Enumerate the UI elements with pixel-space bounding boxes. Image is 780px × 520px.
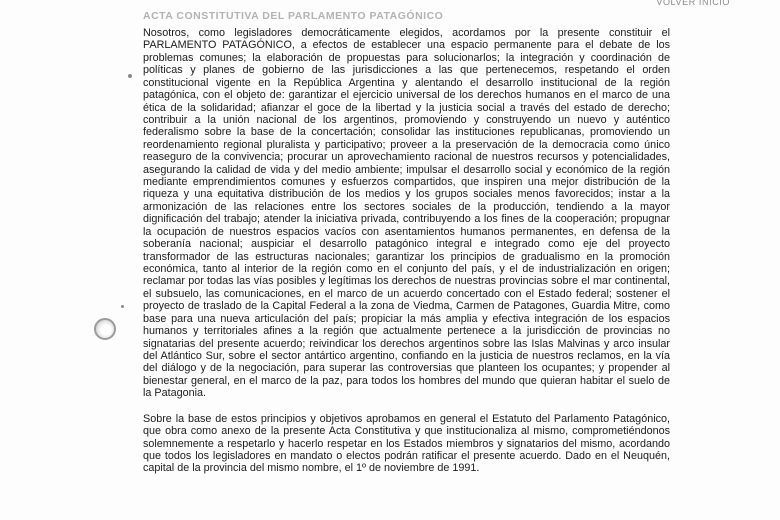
- scan-speck: [121, 305, 124, 308]
- document-title: ACTA CONSTITUTIVA DEL PARLAMENTO PATAGÓNICO: [143, 10, 444, 22]
- document-body: [143, 27, 670, 475]
- scan-speck: [128, 74, 132, 78]
- back-to-home-link[interactable]: VOLVER INICIO: [656, 0, 730, 7]
- punch-hole-ring: [94, 318, 116, 340]
- document-paragraph-1: Nosotros, como legisladores democráticamente elegidos, acordamos por la presente constituir el PARLAMENTO PATAGÓNICO, a efectos de establecer una espacio permanente para el debate de los problemas comunes; la elaboración de propuestas para solucionarlos; la integración y coordinación de políticas y planes de gobierno de las jurisdicciones a las que pertenecemos, respetando el orden constitucional vigente en la República Argentina y alentando el desarrollo institucional de la región patagónica, con el objeto de: garantizar el ejercicio universal de los derechos humanos en el marco de una ética de la solidaridad; afianzar el goce de la libertad y la justicia social a través del estado de derecho; contribuir a la unión nacional de los argentinos, promoviendo y construyendo un nuevo y auténtico federalismo sobre la base de la concertación; consolidar las instituciones republicanas, promoviendo un reordenamiento regional pluralista y participativo; proveer a la preservación de la democracia como único reaseguro de la convivencia; procurar un aprovechamiento racional de nuestros recursos y potencialidades, asegurando la calidad de vida y del medio ambiente; impulsar el desarrollo social y económico de la región mediante emprendimientos comunes y esfuerzos compartidos, que inspiren una mejor distribución de la riqueza y una equitativa distribución de los medios y los grupos sociales menos favorecidos; instar a la armonización de las relaciones entre los sectores sociales de la producción, tendiendo a la mayor dignificación del trabajo; atender la iniciativa privada, contribuyendo a los fines de la cooperación; propugnar la ocupación de nuestros espacios vacíos con asentamientos humanos permanentes, en defensa de la soberanía nacional; auspiciar el desarrollo patagónico integral e integrado como eje del proyecto transformador de las estructuras nacionales; garantizar los principios de gradualismo en la promoción económica, tanto al interior de la región como en el conjunto del país, y el de industrialización en origen; reclamar por todas las vías posibles y legítimas los derechos de nuestras provincias sobre el mar continental, el subsuelo, las comunicaciones, en el marco de un acuerdo concertado con el Estado federal; sostener el proyecto de traslado de la Capital Federal a la zona de Viedma, Carmen de Patagones, Guardia Mitre, como base para una nueva articulación del país; propiciar la más amplia y efectiva integración de los espacios humanos y territoriales afines a la región que actualmente pertenece a la jurisdicción de provincias no signatarias del presente acuerdo; reivindicar los derechos argentinos sobre las Islas Malvinas y arco insular del Atlántico Sur, sobre el sector antártico argentino, confiando en la justicia de nuestros reclamos, en la vía del diálogo y de la negociación, para superar las controversias que planteen los ocupantes; y propender al bienestar general, en el marco de la paz, para todos los hombres del mundo que quieran habitar el suelo de la Patagonia.: [143, 27, 670, 400]
- punch-hole-icon: [94, 318, 116, 340]
- document-paragraph-2: Sobre la base de estos principios y objetivos aprobamos en general el Estatuto del Parlamento Patagónico, que obra como anexo de la presente Acta Constitutiva y que institucionaliza al mismo, comprometiéndonos solemnemente a respetarlo y hacerlo respetar en los Estados miembros y signatarios del mismo, acordando que todos los legisladores en mandato o electos podrán ratificar el presente acuerdo. Dado en el Neuquén, capital de la provincia del mismo nombre, el 1º de noviembre de 1991.: [143, 412, 670, 475]
